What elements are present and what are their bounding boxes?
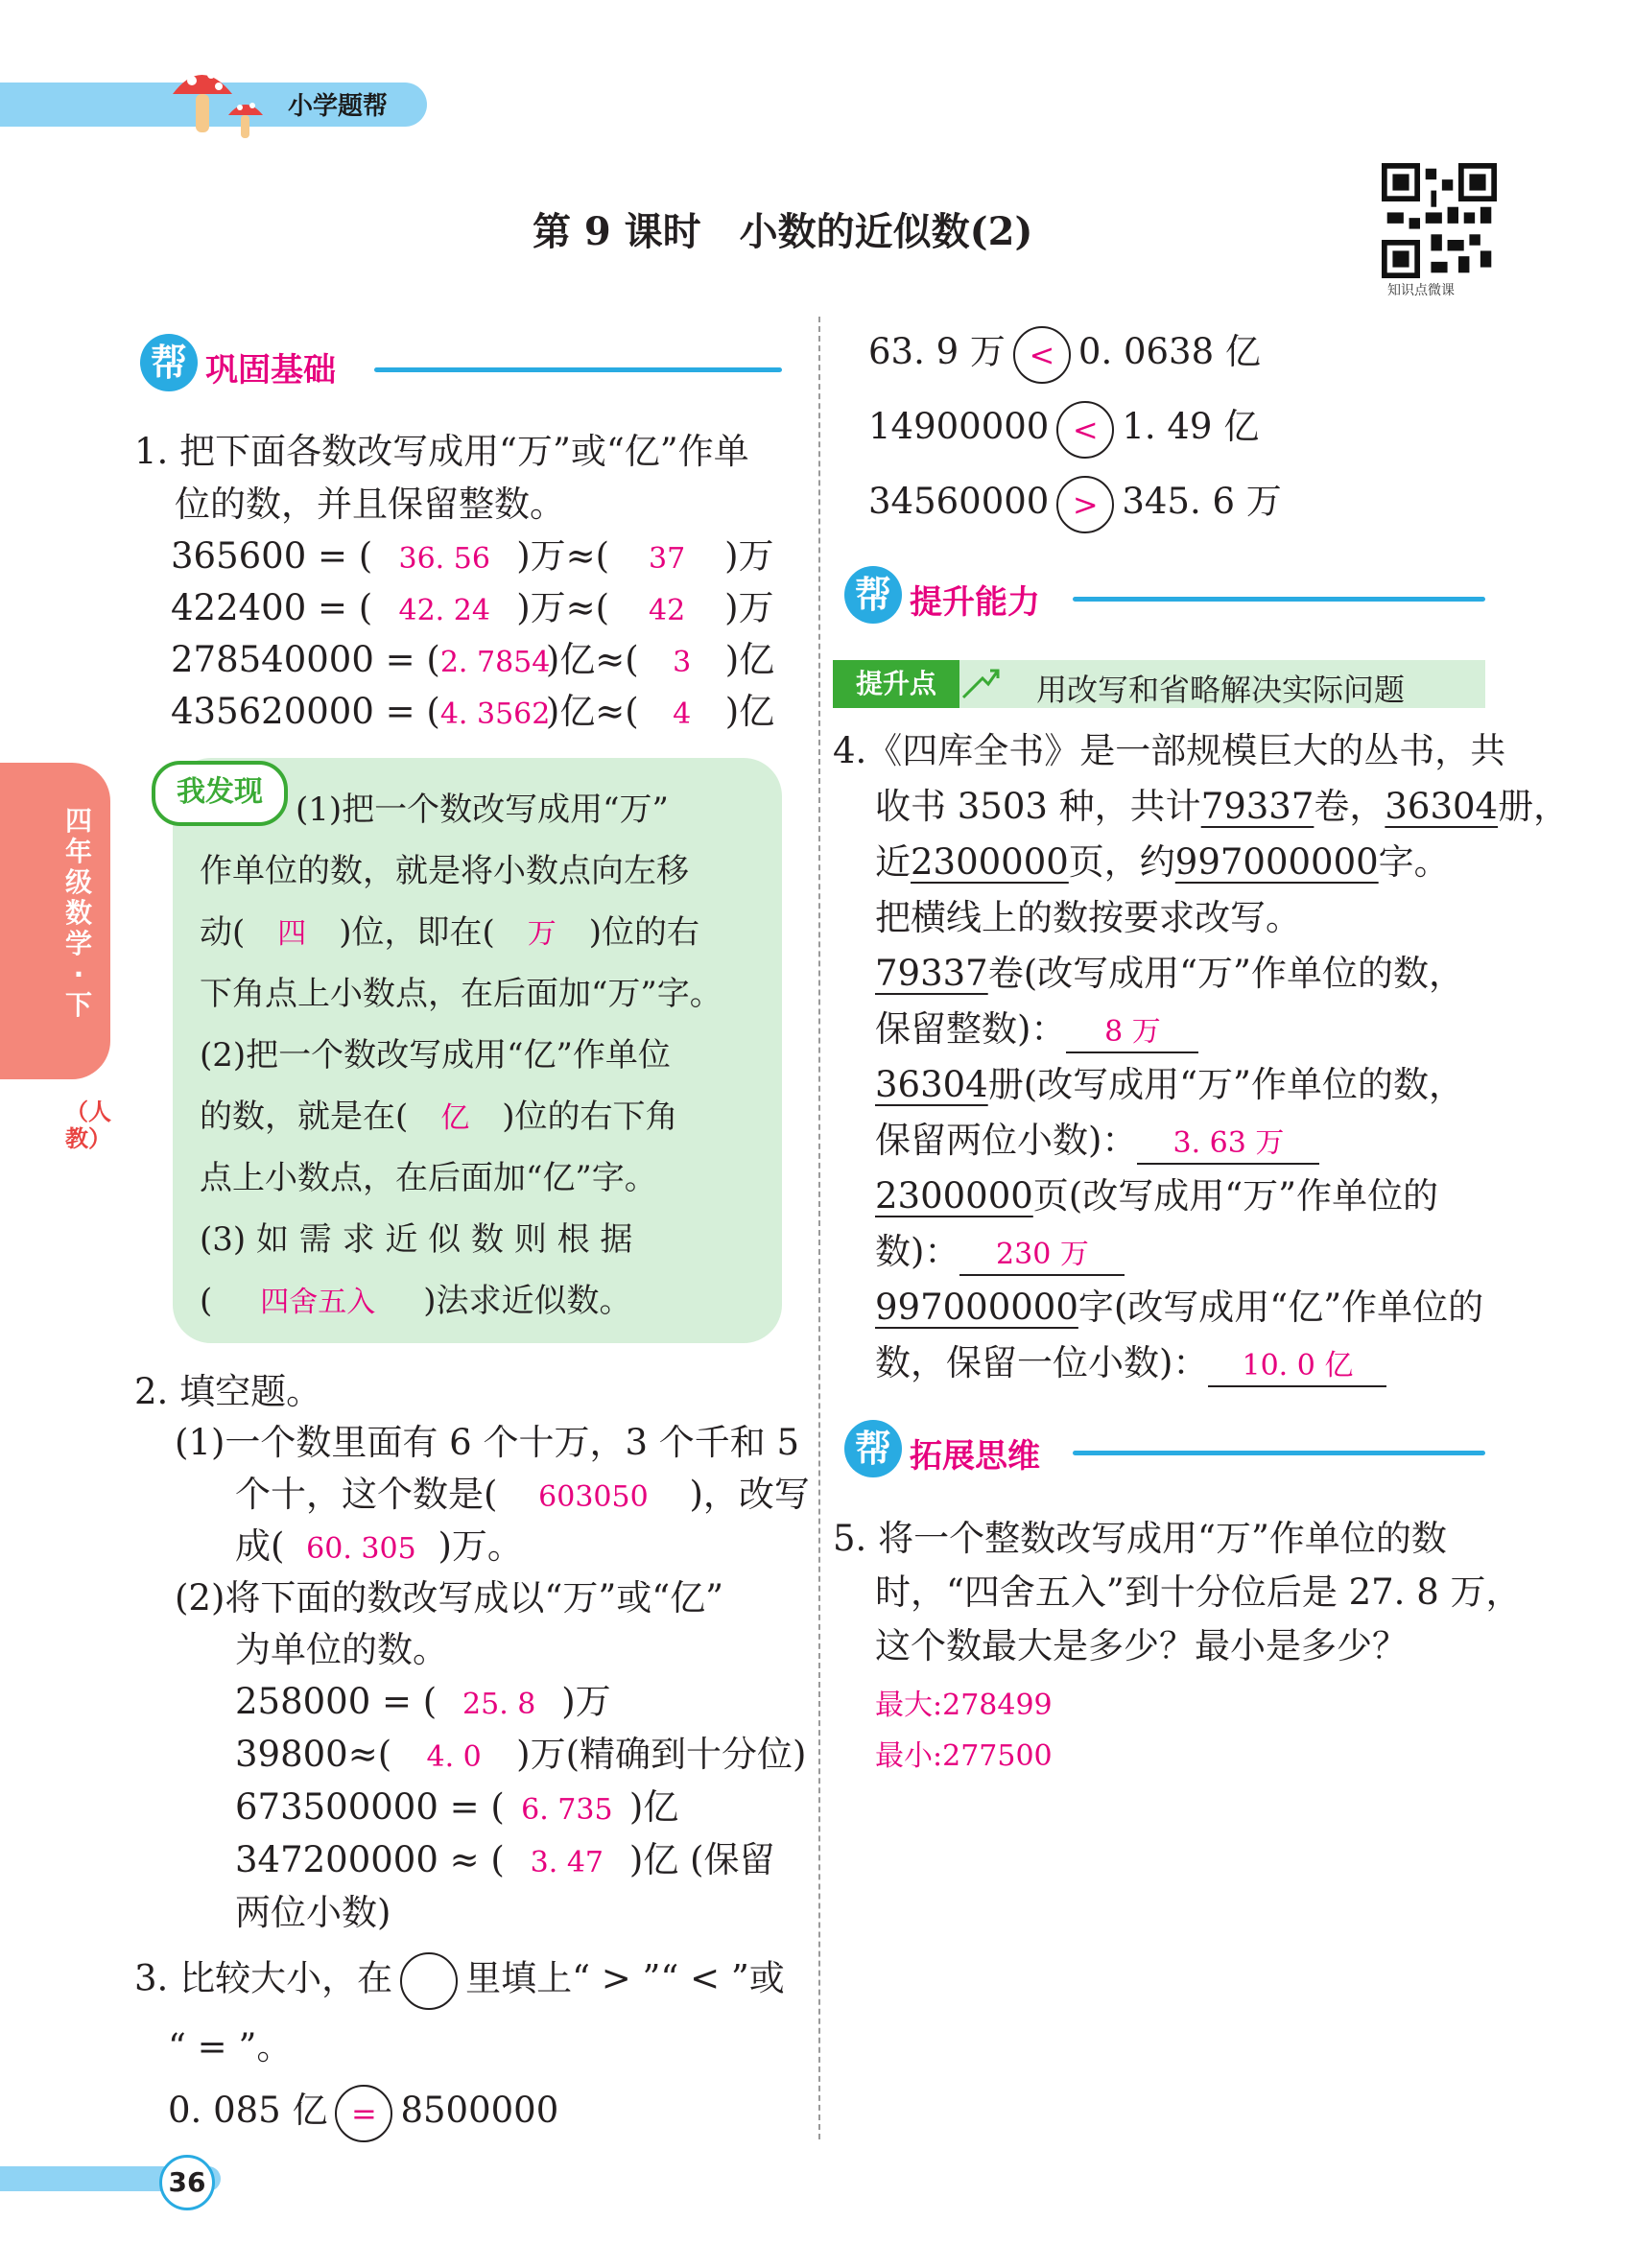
answer: 4. 0 [426, 1740, 482, 1774]
answer: > [1072, 485, 1099, 523]
compare-left: 0. 085 亿 [168, 2090, 328, 2131]
q2-part1-line1: (1)一个数里面有 6 个十万，3 个千和 5 [175, 1422, 800, 1463]
section-title-improve: 提升能力 [910, 583, 1040, 622]
compare-left: 14900000 [868, 406, 1050, 447]
qr-caption: 知识点微课 [1387, 283, 1455, 298]
answer: 4 [673, 697, 692, 731]
answer: 8 万 [1104, 1015, 1161, 1049]
discover-line-2: 作单位的数，就是将小数点向左移 [200, 852, 689, 890]
discover-line-4: 下角点上小数点，在后面加“万”字。 [200, 975, 722, 1013]
answer: 42 [648, 594, 686, 627]
answer: 60. 305 [306, 1532, 416, 1566]
row-number: 278540000 = ( [171, 639, 440, 680]
row-mid: )亿≈( [545, 691, 639, 732]
discover-line-5: (2)把一个数改写成用“亿”作单位 [200, 1036, 671, 1075]
answer: 万 [527, 917, 557, 951]
blank-circle-icon [400, 1952, 458, 2010]
point-text: 用改写和省略解决实际问题 [1036, 672, 1406, 708]
arrow-up-icon [959, 665, 1002, 703]
answer: 6. 735 [521, 1793, 613, 1827]
row-mid: )万≈( [516, 535, 610, 577]
answer: = [351, 2094, 377, 2132]
answer: 230 万 [996, 1238, 1089, 1271]
compare-circle [335, 2085, 392, 2142]
compare-right: 0. 0638 亿 [1077, 331, 1261, 372]
discover-line-9: ( 四舍五入 )法求近似数。 [200, 1276, 632, 1328]
row-number: 365600 = ( [171, 535, 373, 577]
q4-item4-line1: 997000000字(改写成用“亿”作单位的 [875, 1287, 1484, 1328]
q5-line-2: 时，“四舍五入”到十分位后是 27. 8 万， [875, 1571, 1522, 1613]
row-number: 39800≈( [235, 1734, 392, 1775]
answer: 36. 56 [398, 542, 490, 576]
q1-row [171, 583, 774, 636]
comparison-row [868, 471, 1282, 533]
row-number: 347200000 ≈ ( [235, 1839, 505, 1880]
mushroom-logo-icon [163, 56, 278, 148]
q2-row [235, 1783, 678, 1835]
side-tab-grade: 四年级数学·下 [64, 805, 92, 1021]
brand-name: 小学题帮 [288, 92, 389, 121]
answer: 603050 [538, 1480, 649, 1514]
answer: 4. 3562 [439, 697, 551, 731]
compare-right: 1. 49 亿 [1122, 406, 1260, 447]
answer: 3 [673, 646, 692, 679]
row-number: 258000 = ( [235, 1681, 438, 1722]
q4-item2-line2: 保留两位小数)： 3. 63 万 [875, 1116, 1319, 1166]
q5-line-3: 这个数最大是多少？最小是多少？ [875, 1625, 1408, 1666]
answer: < [1029, 336, 1055, 373]
page-title: 第 9 课时 小数的近似数(2) [533, 209, 1033, 254]
q4-item2-line1: 36304册(改写成用“万”作单位的数， [875, 1064, 1464, 1105]
comparison-row [868, 396, 1259, 459]
q4-item4-line2: 数，保留一位小数)： 10. 0 亿 [875, 1338, 1386, 1388]
answer: 亿 [440, 1101, 470, 1135]
row-number: 673500000 = ( [235, 1786, 505, 1828]
section-badge: 帮 [844, 1420, 902, 1477]
row-end: )万 [561, 1681, 611, 1722]
discover-line-3: 动( 四 )位，即在( 万 )位的右 [200, 908, 699, 959]
answer: 2. 7854 [439, 646, 551, 679]
q1-row [171, 532, 774, 584]
q2-part2-line1: (2)将下面的数改写成以“万”或“亿” [175, 1577, 724, 1618]
q2-part1-line2: 个十，这个数是( 603050 )，改写 [235, 1470, 810, 1523]
point-tag: 提升点 [833, 660, 959, 708]
q5-line-1: 5. 将一个整数改写成用“万”作单位的数 [833, 1518, 1447, 1559]
row-end: )亿 [724, 639, 775, 680]
section-badge: 帮 [140, 334, 198, 391]
discover-line-6: 的数，就是在( 亿 )位的右下角 [200, 1092, 678, 1144]
q3-stem: 3. 比较大小，在 里填上“ > ”“ < ”或 [134, 1952, 785, 2010]
q5-answer-max: 最大:278499 [875, 1689, 1053, 1722]
answer: 四 [277, 917, 307, 951]
section-title-extend: 拓展思维 [910, 1437, 1040, 1476]
q1-row [171, 687, 774, 740]
compare-circle [1056, 401, 1114, 459]
q4-item1-line1: 79337卷(改写成用“万”作单位的数， [875, 953, 1464, 994]
answer: < [1072, 411, 1099, 448]
compare-right: 8500000 [400, 2090, 559, 2131]
row-number: 422400 = ( [171, 587, 373, 628]
discover-line-1: (1)把一个数改写成用“万” [296, 791, 669, 829]
discover-line-7: 点上小数点，在后面加“亿”字。 [200, 1159, 657, 1197]
section-rule [1073, 1451, 1485, 1455]
answer: 10. 0 亿 [1242, 1349, 1354, 1382]
q2-part2-line2: 为单位的数。 [235, 1629, 448, 1670]
row-end: )亿 [724, 691, 775, 732]
q2-row [235, 1730, 806, 1783]
row-end: )万 [724, 535, 774, 577]
compare-circle [1056, 476, 1114, 533]
row-number: 435620000 = ( [171, 691, 440, 732]
answer: 3. 63 万 [1172, 1126, 1285, 1160]
column-divider [818, 317, 820, 2139]
comparison-row [868, 321, 1261, 384]
q2-stem: 2. 填空题。 [134, 1371, 322, 1412]
q1-stem: 1. 把下面各数改写成用“万”或“亿”作单 [134, 431, 749, 472]
q4-line-3: 近2300000页，约997000000字。 [875, 841, 1450, 883]
q2-row [235, 1835, 774, 1888]
section-rule [374, 367, 782, 372]
answer: 42. 24 [398, 594, 490, 627]
qr-code-icon [1382, 163, 1497, 278]
q4-item1-line2: 保留整数)： 8 万 [875, 1004, 1198, 1054]
answer: 四舍五入 [260, 1286, 376, 1319]
q4-item3-line2: 数)： 230 万 [875, 1227, 1125, 1277]
answer: 25. 8 [462, 1688, 536, 1721]
q4-line-1: 4.《四库全书》是一部规模巨大的丛书，共 [833, 730, 1506, 771]
q4-item3-line1: 2300000页(改写成用“万”作单位的 [875, 1175, 1439, 1217]
q4-line-4: 把横线上的数按要求改写。 [875, 897, 1301, 938]
section-badge: 帮 [844, 566, 902, 624]
section-title-basics: 巩固基础 [205, 351, 336, 390]
discover-tag: 我发现 [152, 761, 288, 826]
row-end: )亿 [628, 1786, 679, 1828]
compare-circle [1013, 326, 1071, 384]
comparison-row [168, 2080, 558, 2142]
compare-left: 34560000 [868, 481, 1050, 522]
discover-line-8: (3) 如 需 求 近 似 数 则 根 据 [200, 1220, 633, 1259]
q4-line-2: 收书 3503 种，共计79337卷，36304册， [875, 786, 1570, 827]
q1-stem-cont: 位的数，并且保留整数。 [175, 484, 565, 525]
row-mid: )万≈( [516, 587, 610, 628]
q2-row [235, 1677, 611, 1730]
compare-left: 63. 9 万 [868, 331, 1006, 372]
answer: 3. 47 [530, 1846, 604, 1879]
q5-answer-min: 最小:277500 [875, 1739, 1053, 1773]
section-rule [1073, 597, 1485, 602]
answer: 37 [648, 542, 686, 576]
row-mid: )亿≈( [545, 639, 639, 680]
compare-right: 345. 6 万 [1122, 481, 1282, 522]
q1-row [171, 635, 774, 688]
q2-part2-tail: 两位小数) [235, 1892, 391, 1933]
page-number: 36 [159, 2155, 215, 2210]
row-end: )亿 (保留 [628, 1839, 775, 1880]
q3-stem-cont: “ = ”。 [168, 2026, 293, 2067]
side-tab-edition: （人教） [65, 1099, 111, 1152]
row-end: )万 [724, 587, 774, 628]
row-end: )万(精确到十分位) [516, 1734, 807, 1775]
q2-part1-line3: 成( 60. 305 )万。 [235, 1522, 523, 1574]
